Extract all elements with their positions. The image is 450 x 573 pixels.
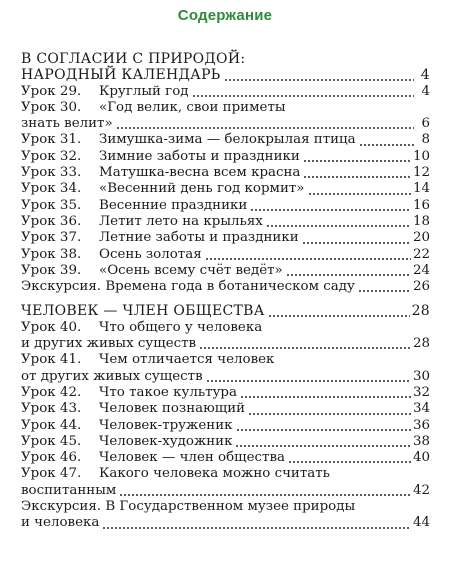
lesson-title: Осень золотая (99, 246, 202, 262)
lesson-entry-continued (21, 369, 430, 385)
lesson-entry-continued (21, 483, 430, 499)
lesson-number: Урок 33. (21, 165, 82, 181)
page-number: 40 (412, 450, 430, 466)
page-number: 44 (412, 515, 430, 531)
entry-text (21, 165, 300, 181)
excursion-entry (21, 279, 430, 295)
lesson-number: Урок 47. (21, 466, 82, 482)
entry-text (21, 450, 285, 466)
lesson-title: Круглый год (99, 83, 189, 99)
entry-text (21, 181, 305, 197)
lesson-title: Человек познающий (99, 401, 246, 417)
dot-leader (358, 290, 411, 292)
lesson-title: Весенние праздники (99, 197, 248, 213)
page-number: 4 (421, 83, 430, 99)
page-number: 22 (412, 246, 430, 262)
page-number: 30 (412, 368, 430, 384)
lesson-number: Урок 43. (21, 401, 82, 417)
dot-leader (235, 445, 410, 447)
dot-leader (205, 258, 411, 260)
lesson-number: Урок 41. (21, 352, 82, 368)
dot-leader (199, 347, 411, 349)
lesson-title-continued: воспитанным (21, 482, 117, 498)
lesson-entry (21, 214, 430, 230)
lesson-number: Урок 40. (21, 319, 82, 335)
dot-leader (240, 396, 411, 398)
lesson-title: Человек-труженик (99, 417, 233, 433)
entry-text (21, 320, 262, 336)
lesson-number: Урок 31. (21, 132, 82, 148)
dot-leader (302, 242, 411, 244)
page-number: 42 (412, 482, 430, 498)
lesson-title: Что такое культура (99, 384, 237, 400)
page-number: 12 (412, 165, 430, 181)
dot-leader (266, 225, 411, 227)
entry-text (21, 230, 299, 246)
entry-text (21, 100, 286, 116)
lesson-entry (21, 450, 430, 466)
dot-leader (192, 95, 415, 97)
lesson-title: Летние заботы и праздники (99, 230, 299, 246)
page-number: 34 (412, 401, 430, 417)
entry-text (21, 263, 283, 279)
page-number: 14 (412, 181, 430, 197)
page-number: 18 (412, 213, 430, 229)
page-number: 8 (421, 132, 430, 148)
lesson-number: Урок 37. (21, 230, 82, 246)
lesson-number: Урок 44. (21, 417, 82, 433)
lesson-number: Урок 42. (21, 384, 82, 400)
lesson-entry (21, 263, 430, 279)
dot-leader (206, 380, 411, 382)
lesson-entry (21, 165, 430, 181)
page-title: Содержание (177, 7, 273, 24)
lesson-entry (21, 149, 430, 165)
entry-text (21, 418, 233, 434)
dot-leader (303, 176, 411, 178)
entry-text (21, 385, 237, 401)
dot-leader (286, 274, 411, 276)
lesson-title: Зимние заботы и праздники (99, 148, 300, 164)
page-number: 6 (421, 116, 430, 132)
page-number: 32 (412, 384, 430, 400)
dot-leader (303, 160, 411, 162)
entry-text (21, 84, 189, 100)
page-number: 26 (412, 279, 430, 295)
lesson-number: Урок 45. (21, 433, 82, 449)
lesson-title: Матушка-весна всем красна (99, 165, 301, 181)
lesson-number: Урок 36. (21, 213, 82, 229)
lesson-entry (21, 352, 430, 368)
excursion-entry (21, 499, 430, 515)
section-title (21, 303, 430, 319)
lesson-title: Зимушка-зима — белокрылая птица (99, 132, 356, 148)
dot-leader (116, 127, 414, 129)
entry-text (21, 466, 330, 482)
page-number: 16 (412, 197, 430, 213)
entry-text: Экскурсия. В Государственном музее природы (21, 499, 356, 515)
entry-text (21, 198, 247, 214)
lesson-entry (21, 132, 430, 148)
section-title-line: НАРОДНЫЙ КАЛЕНДАРЬ (21, 67, 221, 84)
lesson-title-continued: знать велит» (21, 116, 113, 132)
dot-leader (102, 527, 411, 529)
lesson-number: Урок 29. (21, 83, 82, 99)
page-number: 28 (412, 336, 430, 352)
table-of-contents (21, 51, 430, 532)
lesson-number: Урок 46. (21, 450, 82, 466)
page-number: 38 (412, 433, 430, 449)
dot-leader (224, 79, 414, 81)
lesson-number: Урок 38. (21, 246, 82, 262)
lesson-title: Человек-художник (99, 433, 233, 449)
dot-leader (248, 413, 411, 415)
lesson-title-continued: от других живых существ (21, 368, 203, 384)
lesson-number: Урок 39. (21, 262, 82, 278)
lesson-title-continued: и других живых существ (21, 336, 197, 352)
section-title-line: ЧЕЛОВЕК — ЧЛЕН ОБЩЕСТВА (21, 303, 265, 320)
lesson-title: «Год велик, свои приметы (99, 99, 286, 115)
lesson-title: Какого человека можно считать (99, 466, 330, 482)
dot-leader (308, 193, 411, 195)
entry-text: и человека (21, 515, 100, 531)
lesson-entry-continued (21, 336, 430, 352)
lesson-title: «Весенний день год кормит» (99, 181, 305, 197)
lesson-title: «Осень всему счёт ведёт» (99, 262, 283, 278)
dot-leader (119, 494, 411, 496)
section-title-line: В СОГЛАСИИ С ПРИРОДОЙ: (21, 51, 246, 67)
dot-leader (268, 315, 410, 317)
lesson-entry (21, 320, 430, 336)
dot-leader (359, 144, 414, 146)
lesson-entry (21, 401, 430, 417)
dot-leader (288, 461, 411, 463)
lesson-entry (21, 198, 430, 214)
entry-text (21, 401, 245, 417)
entry-text (21, 352, 274, 368)
dot-leader (250, 209, 411, 211)
lesson-entry (21, 418, 430, 434)
lesson-number: Урок 32. (21, 148, 82, 164)
entry-text: Экскурсия. Времена года в ботаническом саду (21, 279, 355, 295)
lesson-entry (21, 466, 430, 482)
dot-leader (236, 429, 411, 431)
entry-text (21, 434, 232, 450)
entry-text (21, 247, 202, 263)
lesson-title: Чем отличается человек (99, 352, 275, 368)
lesson-entry (21, 247, 430, 263)
lesson-entry (21, 100, 430, 116)
entry-text (21, 149, 300, 165)
lesson-number: Урок 30. (21, 99, 82, 115)
lesson-entry-continued (21, 116, 430, 132)
section-title (21, 51, 430, 67)
lesson-entry (21, 181, 430, 197)
section-title (21, 67, 430, 83)
lesson-title: Человек — член общества (99, 450, 285, 466)
lesson-entry (21, 385, 430, 401)
lesson-entry (21, 434, 430, 450)
page-number: 24 (412, 262, 430, 278)
page-number: 20 (412, 230, 430, 246)
lesson-title: Летит лето на крыльях (99, 213, 263, 229)
page-number: 4 (420, 67, 430, 84)
lesson-number: Урок 34. (21, 181, 82, 197)
page-number: 28 (411, 303, 430, 320)
lesson-title: Что общего у человека (99, 319, 263, 335)
lesson-entry (21, 230, 430, 246)
lesson-entry (21, 84, 430, 100)
page-number: 36 (412, 417, 430, 433)
entry-text (21, 132, 356, 148)
lesson-number: Урок 35. (21, 197, 82, 213)
page-number: 10 (412, 148, 430, 164)
entry-text (21, 214, 263, 230)
excursion-entry-continued (21, 515, 430, 531)
